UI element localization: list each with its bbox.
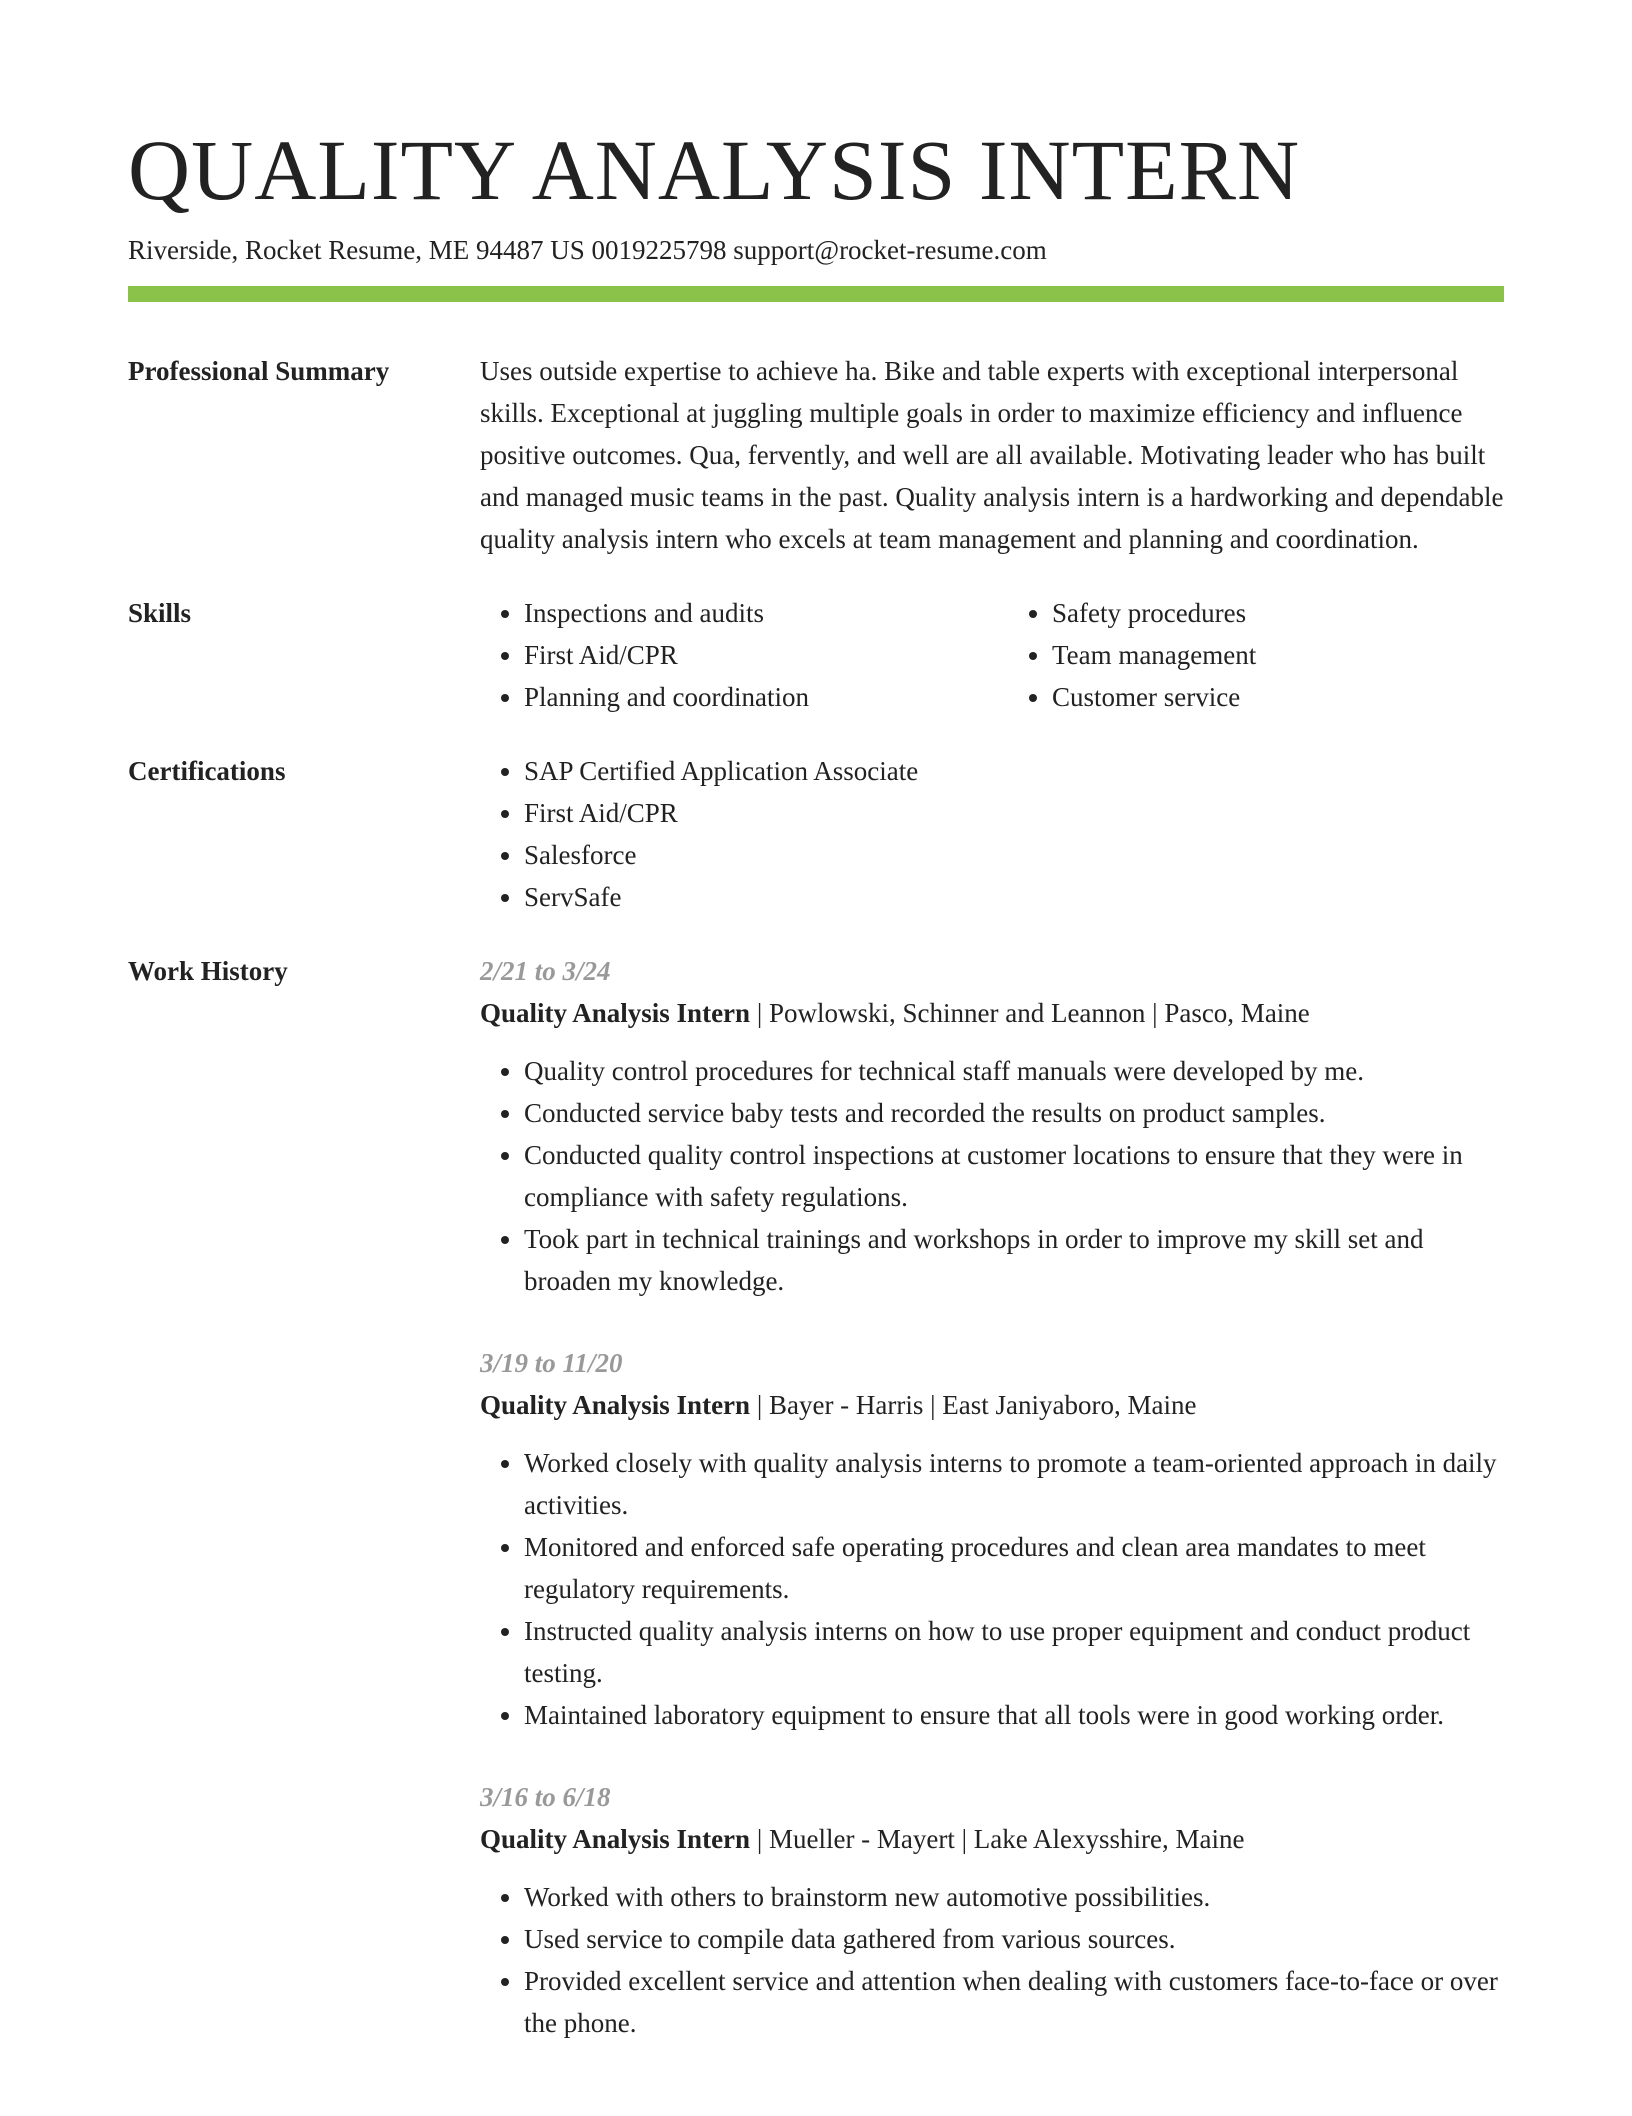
job-entry [480,1342,1504,1736]
job-bullet: • Monitored and enforced safe operating procedures and clean area mandates to meet regulatory requirements. [524,1526,1504,1610]
certifications-label: Certifications [128,756,286,786]
job-title: Quality Analysis Intern [480,998,751,1028]
summary-text: Uses outside expertise to achieve ha. Bike and table experts with exceptional interpersonal skills. Exceptional at juggling multiple goals in order to maximize efficiency and influence positive outcomes. Qua, fervently, and well are all available. Motivating leader who has built and managed music teams in the past. Quality analysis intern is a hardworking and dependable quality analysis intern who excels at team management and planning and coordination. [480,356,1504,554]
job-bullet: • Conducted quality control inspections at customer locations to ensure that they were in compliance with safety regulations. [524,1134,1504,1218]
work-history-label: Work History [128,956,288,986]
resume-name-heading: QUALITY ANALYSIS INTERN [128,122,1301,218]
summary-section [128,350,1504,560]
job-bullet: • Conducted service baby tests and recorded the results on product samples. [524,1092,1504,1134]
job-bullet: • Worked with others to brainstorm new automotive possibilities. [524,1876,1504,1918]
skills-list-left [480,592,984,718]
resume-page [128,120,1504,2116]
job-bullet: • Maintained laboratory equipment to ensure that all tools were in good working order. [524,1694,1504,1736]
skill-item: • Safety procedures [1052,592,1512,634]
accent-divider [128,286,1504,302]
job-entry [480,950,1504,1302]
job-title: Quality Analysis Intern [480,1390,751,1420]
job-bullets [480,1876,1504,2044]
skills-list-right [1008,592,1512,718]
summary-label: Professional Summary [128,356,390,386]
skills-label: Skills [128,598,192,628]
skill-item: • Inspections and audits [524,592,984,634]
certification-item: • First Aid/CPR [524,792,1504,834]
skills-body [480,592,1504,718]
certification-item: • SAP Certified Application Associate [524,750,1504,792]
job-dates: 3/19 to 11/20 [480,1348,623,1378]
certifications-section [128,750,1504,918]
job-details: | Powlowski, Schinner and Leannon | Pasco, Maine [750,998,1310,1028]
job-details: | Mueller - Mayert | Lake Alexysshire, Maine [750,1824,1245,1854]
job-bullet: • Used service to compile data gathered from various sources. [524,1918,1504,1960]
skills-section [128,592,1504,718]
job-details: | Bayer - Harris | East Janiyaboro, Maine [750,1390,1197,1420]
work-history-body [480,950,1504,2084]
skill-item: • Customer service [1052,676,1512,718]
skill-item: • Team management [1052,634,1512,676]
job-bullet: • Quality control procedures for technical staff manuals were developed by me. [524,1050,1504,1092]
job-heading [480,1384,1504,1426]
job-entry [480,1776,1504,2044]
job-heading [480,992,1504,1034]
job-bullets [480,1442,1504,1736]
resume-sections [128,350,1504,2084]
skill-item: • Planning and coordination [524,676,984,718]
certifications-body [480,750,1504,918]
job-bullet: • Took part in technical trainings and workshops in order to improve my skill set and broaden my knowledge. [524,1218,1504,1302]
skill-item: • First Aid/CPR [524,634,984,676]
job-bullet: • Worked closely with quality analysis interns to promote a team-oriented approach in daily activities. [524,1442,1504,1526]
certification-item: • ServSafe [524,876,1504,918]
certification-item: • Salesforce [524,834,1504,876]
contact-line: Riverside, Rocket Resume, ME 94487 US 0019225798 support@rocket-resume.com [128,235,1047,265]
job-bullets [480,1050,1504,1302]
job-dates: 2/21 to 3/24 [480,956,611,986]
summary-body [480,350,1504,560]
job-title: Quality Analysis Intern [480,1824,751,1854]
job-dates: 3/16 to 6/18 [480,1782,611,1812]
job-heading [480,1818,1504,1860]
job-bullet: • Provided excellent service and attention when dealing with customers face-to-face or over the phone. [524,1960,1504,2044]
work-history-section [128,950,1504,2084]
certifications-list [480,750,1504,918]
job-bullet: • Instructed quality analysis interns on how to use proper equipment and conduct product testing. [524,1610,1504,1694]
